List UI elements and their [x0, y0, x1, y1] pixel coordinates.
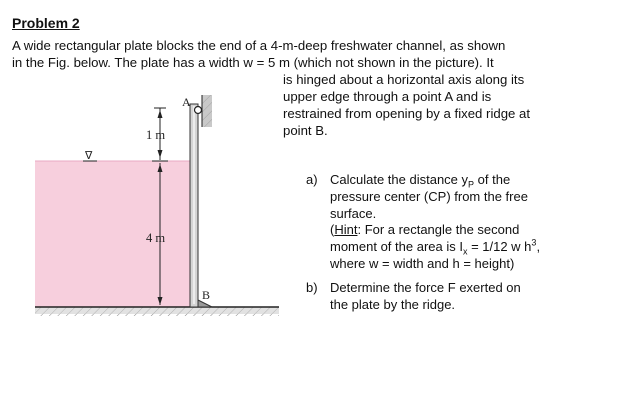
question-a-line-3: surface.: [330, 206, 377, 221]
intro-line-2: in the Fig. below. The plate has a width w = 5 m (which not shown in the picture). It: [12, 55, 494, 70]
hinge-a: [195, 107, 202, 114]
water-region: [35, 161, 191, 307]
description-line-3: restrained from opening by a fixed ridge at: [283, 106, 531, 121]
label-a: A: [182, 95, 191, 109]
problem-title: Problem 2: [12, 15, 80, 31]
label-b: B: [202, 288, 211, 302]
hint-line-3: where w = width and h = height): [330, 256, 515, 271]
dim-1m-label: 1 m: [146, 128, 166, 142]
channel-figure: [0, 0, 300, 403]
dim-4m-label: 4 m: [146, 231, 166, 245]
description-line-4: point B.: [283, 123, 328, 138]
hint-line-1: (Hint: For a rectangle the second: [330, 222, 520, 237]
question-a-line-1: Calculate the distance $y_P$ of the: [330, 172, 511, 190]
hint-line-2: moment of the area is $I_x = 1/12$ w $h^3$,: [330, 237, 541, 257]
ground-fill: [35, 307, 279, 314]
free-surface-symbol: ∇: [85, 149, 93, 162]
question-b-label: b): [306, 280, 318, 295]
question-a-label: a): [306, 172, 318, 187]
question-a-line-2: pressure center (CP) from the free: [330, 189, 528, 204]
question-b-line-2: the plate by the ridge.: [330, 297, 456, 312]
intro-line-1: A wide rectangular plate blocks the end of a 4-m-deep freshwater channel, as shown: [12, 38, 506, 53]
question-b-line-1: Determine the force F exerted on: [330, 280, 521, 295]
description-line-2: upper edge through a point A and is: [283, 89, 492, 104]
top-wall-hatch: [202, 95, 212, 127]
description-line-1: is hinged about a horizontal axis along its: [283, 72, 525, 87]
